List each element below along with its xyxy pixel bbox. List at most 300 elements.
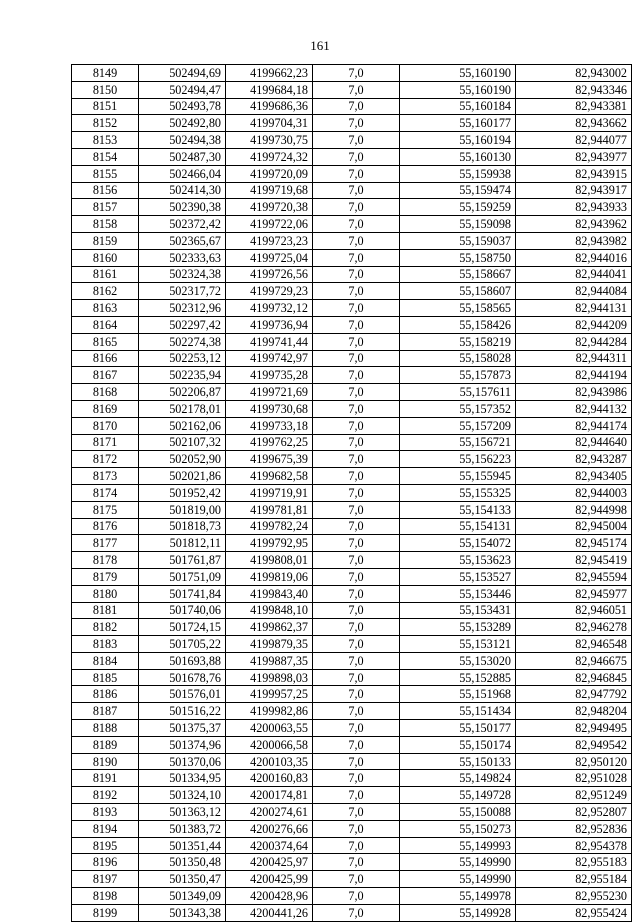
accuracy-cell: 7,0 [313,568,400,585]
y-coordinate-cell: 4199719,91 [226,484,313,501]
point-number-cell: 8184 [72,652,139,669]
longitude-cell: 82,943986 [516,384,632,401]
accuracy-cell: 7,0 [313,65,400,82]
table-row [72,770,632,787]
latitude-cell: 55,149978 [400,888,516,905]
point-number-cell: 8154 [72,148,139,165]
accuracy-cell: 7,0 [313,249,400,266]
x-coordinate-cell: 502317,72 [139,283,226,300]
latitude-cell: 55,160177 [400,115,516,132]
latitude-cell: 55,149824 [400,770,516,787]
table-row [72,468,632,485]
latitude-cell: 55,157352 [400,400,516,417]
latitude-cell: 55,153431 [400,602,516,619]
longitude-cell: 82,944284 [516,333,632,350]
point-number-cell: 8176 [72,518,139,535]
longitude-cell: 82,951028 [516,770,632,787]
latitude-cell: 55,157873 [400,367,516,384]
longitude-cell: 82,944998 [516,501,632,518]
latitude-cell: 55,151434 [400,703,516,720]
longitude-cell: 82,944311 [516,350,632,367]
page-number: 161 [310,38,330,53]
x-coordinate-cell: 501370,06 [139,753,226,770]
longitude-cell: 82,943287 [516,451,632,468]
accuracy-cell: 7,0 [313,300,400,317]
accuracy-cell: 7,0 [313,98,400,115]
latitude-cell: 55,156721 [400,434,516,451]
y-coordinate-cell: 4199732,12 [226,300,313,317]
x-coordinate-cell: 502372,42 [139,216,226,233]
latitude-cell: 55,154131 [400,518,516,535]
y-coordinate-cell: 4199724,32 [226,148,313,165]
longitude-cell: 82,943962 [516,216,632,233]
accuracy-cell: 7,0 [313,871,400,888]
y-coordinate-cell: 4200066,58 [226,736,313,753]
latitude-cell: 55,159938 [400,165,516,182]
accuracy-cell: 7,0 [313,115,400,132]
longitude-cell: 82,944209 [516,316,632,333]
table-row [72,820,632,837]
y-coordinate-cell: 4199898,03 [226,669,313,686]
latitude-cell: 55,153527 [400,568,516,585]
latitude-cell: 55,159259 [400,199,516,216]
latitude-cell: 55,149990 [400,854,516,871]
accuracy-cell: 7,0 [313,350,400,367]
y-coordinate-cell: 4199735,28 [226,367,313,384]
x-coordinate-cell: 502297,42 [139,316,226,333]
x-coordinate-cell: 501349,09 [139,888,226,905]
table-row [72,350,632,367]
latitude-cell: 55,154072 [400,535,516,552]
point-number-cell: 8165 [72,333,139,350]
longitude-cell: 82,943405 [516,468,632,485]
y-coordinate-cell: 4199781,81 [226,501,313,518]
y-coordinate-cell: 4199704,31 [226,115,313,132]
table-row [72,720,632,737]
table-row [72,804,632,821]
latitude-cell: 55,160194 [400,132,516,149]
longitude-cell: 82,955424 [516,904,632,921]
table-row [72,501,632,518]
point-number-cell: 8195 [72,837,139,854]
point-number-cell: 8150 [72,81,139,98]
point-number-cell: 8158 [72,216,139,233]
table-row [72,753,632,770]
longitude-cell: 82,955230 [516,888,632,905]
point-number-cell: 8169 [72,400,139,417]
accuracy-cell: 7,0 [313,669,400,686]
y-coordinate-cell: 4199736,94 [226,316,313,333]
y-coordinate-cell: 4199730,68 [226,400,313,417]
longitude-cell: 82,946675 [516,652,632,669]
table-row [72,854,632,871]
point-number-cell: 8153 [72,132,139,149]
table-row [72,199,632,216]
accuracy-cell: 7,0 [313,501,400,518]
y-coordinate-cell: 4199843,40 [226,585,313,602]
latitude-cell: 55,149990 [400,871,516,888]
y-coordinate-cell: 4199720,09 [226,165,313,182]
latitude-cell: 55,159474 [400,182,516,199]
point-number-cell: 8171 [72,434,139,451]
point-number-cell: 8163 [72,300,139,317]
latitude-cell: 55,150273 [400,820,516,837]
longitude-cell: 82,950120 [516,753,632,770]
point-number-cell: 8186 [72,686,139,703]
y-coordinate-cell: 4199742,97 [226,350,313,367]
latitude-cell: 55,156223 [400,451,516,468]
table-row [72,888,632,905]
point-number-cell: 8192 [72,787,139,804]
y-coordinate-cell: 4200428,96 [226,888,313,905]
table-row [72,165,632,182]
accuracy-cell: 7,0 [313,199,400,216]
point-number-cell: 8188 [72,720,139,737]
latitude-cell: 55,157209 [400,417,516,434]
accuracy-cell: 7,0 [313,854,400,871]
point-number-cell: 8172 [72,451,139,468]
accuracy-cell: 7,0 [313,400,400,417]
longitude-cell: 82,943933 [516,199,632,216]
latitude-cell: 55,158219 [400,333,516,350]
table-row [72,115,632,132]
x-coordinate-cell: 501516,22 [139,703,226,720]
latitude-cell: 55,155325 [400,484,516,501]
point-number-cell: 8161 [72,266,139,283]
y-coordinate-cell: 4199686,36 [226,98,313,115]
y-coordinate-cell: 4200425,97 [226,854,313,871]
point-number-cell: 8164 [72,316,139,333]
point-number-cell: 8185 [72,669,139,686]
point-number-cell: 8177 [72,535,139,552]
latitude-cell: 55,155945 [400,468,516,485]
y-coordinate-cell: 4199848,10 [226,602,313,619]
x-coordinate-cell: 502493,78 [139,98,226,115]
latitude-cell: 55,149728 [400,787,516,804]
accuracy-cell: 7,0 [313,468,400,485]
x-coordinate-cell: 502466,04 [139,165,226,182]
coordinates-table-body [72,65,632,922]
table-row [72,837,632,854]
accuracy-cell: 7,0 [313,787,400,804]
point-number-cell: 8194 [72,820,139,837]
accuracy-cell: 7,0 [313,216,400,233]
x-coordinate-cell: 501678,76 [139,669,226,686]
table-row [72,367,632,384]
point-number-cell: 8187 [72,703,139,720]
table-row [72,652,632,669]
longitude-cell: 82,943977 [516,148,632,165]
y-coordinate-cell: 4199684,18 [226,81,313,98]
y-coordinate-cell: 4199729,23 [226,283,313,300]
y-coordinate-cell: 4199720,38 [226,199,313,216]
x-coordinate-cell: 501375,37 [139,720,226,737]
longitude-cell: 82,943381 [516,98,632,115]
longitude-cell: 82,951249 [516,787,632,804]
table-row [72,484,632,501]
longitude-cell: 82,949495 [516,720,632,737]
table-row [72,384,632,401]
longitude-cell: 82,943662 [516,115,632,132]
longitude-cell: 82,943346 [516,81,632,98]
y-coordinate-cell: 4199733,18 [226,417,313,434]
longitude-cell: 82,943002 [516,65,632,82]
table-row [72,98,632,115]
point-number-cell: 8174 [72,484,139,501]
accuracy-cell: 7,0 [313,81,400,98]
y-coordinate-cell: 4199719,68 [226,182,313,199]
y-coordinate-cell: 4200274,61 [226,804,313,821]
accuracy-cell: 7,0 [313,636,400,653]
x-coordinate-cell: 501693,88 [139,652,226,669]
accuracy-cell: 7,0 [313,232,400,249]
point-number-cell: 8160 [72,249,139,266]
point-number-cell: 8173 [72,468,139,485]
table-row [72,451,632,468]
point-number-cell: 8199 [72,904,139,921]
table-row [72,434,632,451]
latitude-cell: 55,158750 [400,249,516,266]
latitude-cell: 55,153446 [400,585,516,602]
longitude-cell: 82,945174 [516,535,632,552]
x-coordinate-cell: 501383,72 [139,820,226,837]
accuracy-cell: 7,0 [313,266,400,283]
y-coordinate-cell: 4199782,24 [226,518,313,535]
y-coordinate-cell: 4199862,37 [226,619,313,636]
latitude-cell: 55,158426 [400,316,516,333]
x-coordinate-cell: 501812,11 [139,535,226,552]
point-number-cell: 8193 [72,804,139,821]
table-row [72,736,632,753]
accuracy-cell: 7,0 [313,820,400,837]
y-coordinate-cell: 4199808,01 [226,552,313,569]
longitude-cell: 82,944174 [516,417,632,434]
y-coordinate-cell: 4199725,04 [226,249,313,266]
accuracy-cell: 7,0 [313,367,400,384]
table-row [72,400,632,417]
accuracy-cell: 7,0 [313,904,400,921]
y-coordinate-cell: 4199675,39 [226,451,313,468]
x-coordinate-cell: 502494,47 [139,81,226,98]
accuracy-cell: 7,0 [313,837,400,854]
table-row [72,552,632,569]
point-number-cell: 8151 [72,98,139,115]
accuracy-cell: 7,0 [313,585,400,602]
longitude-cell: 82,946278 [516,619,632,636]
accuracy-cell: 7,0 [313,182,400,199]
x-coordinate-cell: 501343,38 [139,904,226,921]
y-coordinate-cell: 4199730,75 [226,132,313,149]
accuracy-cell: 7,0 [313,753,400,770]
accuracy-cell: 7,0 [313,484,400,501]
accuracy-cell: 7,0 [313,703,400,720]
longitude-cell: 82,949542 [516,736,632,753]
point-number-cell: 8196 [72,854,139,871]
x-coordinate-cell: 502206,87 [139,384,226,401]
table-row [72,148,632,165]
accuracy-cell: 7,0 [313,770,400,787]
longitude-cell: 82,944084 [516,283,632,300]
latitude-cell: 55,157611 [400,384,516,401]
point-number-cell: 8181 [72,602,139,619]
table-row [72,636,632,653]
x-coordinate-cell: 502107,32 [139,434,226,451]
x-coordinate-cell: 502178,01 [139,400,226,417]
accuracy-cell: 7,0 [313,720,400,737]
accuracy-cell: 7,0 [313,165,400,182]
x-coordinate-cell: 502274,38 [139,333,226,350]
x-coordinate-cell: 501374,96 [139,736,226,753]
latitude-cell: 55,150133 [400,753,516,770]
latitude-cell: 55,158607 [400,283,516,300]
accuracy-cell: 7,0 [313,602,400,619]
x-coordinate-cell: 501818,73 [139,518,226,535]
x-coordinate-cell: 501952,42 [139,484,226,501]
point-number-cell: 8182 [72,619,139,636]
longitude-cell: 82,944016 [516,249,632,266]
point-number-cell: 8183 [72,636,139,653]
point-number-cell: 8190 [72,753,139,770]
longitude-cell: 82,946548 [516,636,632,653]
table-row [72,300,632,317]
point-number-cell: 8175 [72,501,139,518]
x-coordinate-cell: 501350,47 [139,871,226,888]
latitude-cell: 55,158565 [400,300,516,317]
longitude-cell: 82,944041 [516,266,632,283]
table-row [72,65,632,82]
x-coordinate-cell: 501324,10 [139,787,226,804]
y-coordinate-cell: 4200160,83 [226,770,313,787]
point-number-cell: 8156 [72,182,139,199]
longitude-cell: 82,954378 [516,837,632,854]
accuracy-cell: 7,0 [313,132,400,149]
accuracy-cell: 7,0 [313,434,400,451]
accuracy-cell: 7,0 [313,451,400,468]
point-number-cell: 8189 [72,736,139,753]
longitude-cell: 82,944077 [516,132,632,149]
table-row [72,568,632,585]
y-coordinate-cell: 4200425,99 [226,871,313,888]
longitude-cell: 82,943917 [516,182,632,199]
latitude-cell: 55,152885 [400,669,516,686]
x-coordinate-cell: 502365,67 [139,232,226,249]
x-coordinate-cell: 501350,48 [139,854,226,871]
accuracy-cell: 7,0 [313,333,400,350]
point-number-cell: 8197 [72,871,139,888]
table-row [72,232,632,249]
x-coordinate-cell: 502333,63 [139,249,226,266]
accuracy-cell: 7,0 [313,686,400,703]
x-coordinate-cell: 501741,84 [139,585,226,602]
x-coordinate-cell: 501740,06 [139,602,226,619]
longitude-cell: 82,955183 [516,854,632,871]
longitude-cell: 82,947792 [516,686,632,703]
y-coordinate-cell: 4200063,55 [226,720,313,737]
accuracy-cell: 7,0 [313,535,400,552]
table-row [72,602,632,619]
longitude-cell: 82,945419 [516,552,632,569]
point-number-cell: 8159 [72,232,139,249]
x-coordinate-cell: 501724,15 [139,619,226,636]
longitude-cell: 82,946845 [516,669,632,686]
x-coordinate-cell: 502312,96 [139,300,226,317]
point-number-cell: 8157 [72,199,139,216]
point-number-cell: 8162 [72,283,139,300]
latitude-cell: 55,154133 [400,501,516,518]
longitude-cell: 82,944132 [516,400,632,417]
y-coordinate-cell: 4199762,25 [226,434,313,451]
x-coordinate-cell: 501334,95 [139,770,226,787]
accuracy-cell: 7,0 [313,316,400,333]
table-row [72,686,632,703]
latitude-cell: 55,159098 [400,216,516,233]
x-coordinate-cell: 502253,12 [139,350,226,367]
longitude-cell: 82,944194 [516,367,632,384]
latitude-cell: 55,153289 [400,619,516,636]
x-coordinate-cell: 502162,06 [139,417,226,434]
accuracy-cell: 7,0 [313,384,400,401]
point-number-cell: 8170 [72,417,139,434]
y-coordinate-cell: 4199957,25 [226,686,313,703]
table-row [72,417,632,434]
y-coordinate-cell: 4200374,64 [226,837,313,854]
table-row [72,535,632,552]
x-coordinate-cell: 502494,69 [139,65,226,82]
x-coordinate-cell: 501761,87 [139,552,226,569]
point-number-cell: 8155 [72,165,139,182]
point-number-cell: 8168 [72,384,139,401]
longitude-cell: 82,952836 [516,820,632,837]
y-coordinate-cell: 4199682,58 [226,468,313,485]
latitude-cell: 55,149928 [400,904,516,921]
y-coordinate-cell: 4200174,81 [226,787,313,804]
accuracy-cell: 7,0 [313,888,400,905]
latitude-cell: 55,151968 [400,686,516,703]
longitude-cell: 82,943982 [516,232,632,249]
accuracy-cell: 7,0 [313,652,400,669]
table-row [72,182,632,199]
x-coordinate-cell: 502414,30 [139,182,226,199]
y-coordinate-cell: 4199721,69 [226,384,313,401]
point-number-cell: 8198 [72,888,139,905]
y-coordinate-cell: 4199792,95 [226,535,313,552]
table-row [72,283,632,300]
table-row [72,266,632,283]
longitude-cell: 82,944640 [516,434,632,451]
accuracy-cell: 7,0 [313,148,400,165]
x-coordinate-cell: 501576,01 [139,686,226,703]
latitude-cell: 55,153020 [400,652,516,669]
table-row [72,703,632,720]
longitude-cell: 82,955184 [516,871,632,888]
y-coordinate-cell: 4199887,35 [226,652,313,669]
latitude-cell: 55,149993 [400,837,516,854]
y-coordinate-cell: 4199741,44 [226,333,313,350]
longitude-cell: 82,944003 [516,484,632,501]
y-coordinate-cell: 4199982,86 [226,703,313,720]
longitude-cell: 82,952807 [516,804,632,821]
accuracy-cell: 7,0 [313,804,400,821]
latitude-cell: 55,160130 [400,148,516,165]
y-coordinate-cell: 4199819,06 [226,568,313,585]
latitude-cell: 55,150088 [400,804,516,821]
latitude-cell: 55,158028 [400,350,516,367]
point-number-cell: 8152 [72,115,139,132]
table-row [72,871,632,888]
table-row [72,81,632,98]
x-coordinate-cell: 501363,12 [139,804,226,821]
table-row [72,132,632,149]
